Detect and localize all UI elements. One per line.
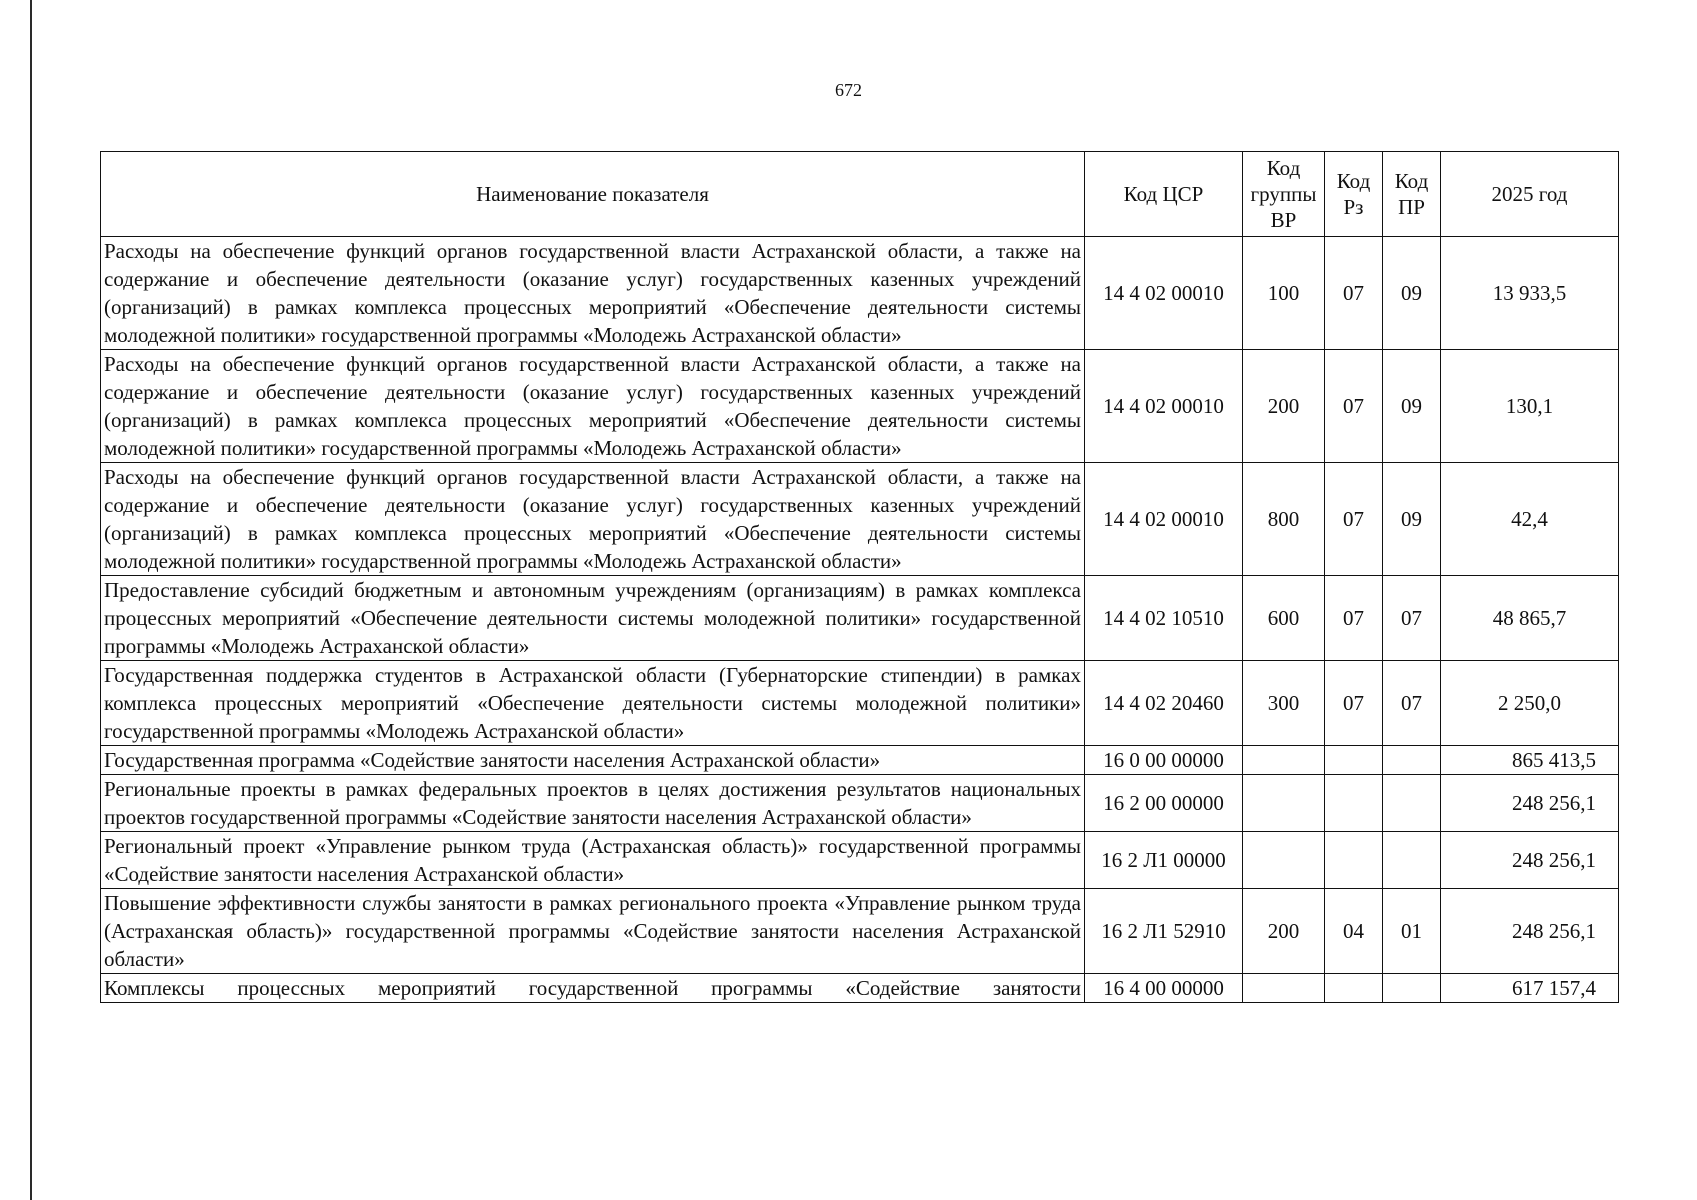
header-year: 2025 год [1441, 152, 1619, 237]
row-csr: 16 4 00 00000 [1085, 974, 1243, 1003]
row-amount: 42,4 [1441, 463, 1619, 576]
row-csr: 14 4 02 10510 [1085, 576, 1243, 661]
row-name: Региональные проекты в рамках федеральных проектов в целях достижения результатов национальных проектов государственной программы «Содействие занятости населения Астраханской области» [101, 775, 1085, 832]
table-row [101, 237, 1619, 350]
header-vr: Код группы ВР [1243, 152, 1325, 237]
header-name: Наименование показателя [101, 152, 1085, 237]
header-pr: Код ПР [1383, 152, 1441, 237]
row-vr: 100 [1243, 237, 1325, 350]
page-number: 672 [835, 80, 862, 100]
table-row [101, 350, 1619, 463]
row-name: Комплексы процессных мероприятий государственной программы «Содействие занятости [101, 974, 1085, 1003]
row-name: Расходы на обеспечение функций органов государственной власти Астраханской области, а также на содержание и обеспечение деятельности (оказание услуг) государственных казенных учреждений (организаций) в рамках комплекса процессных мероприятий «Обеспечение деятельности системы молодежной политики» государственной программы «Молодежь Астраханской области» [101, 463, 1085, 576]
row-rz: 07 [1325, 661, 1383, 746]
row-rz [1325, 746, 1383, 775]
row-vr: 300 [1243, 661, 1325, 746]
row-rz: 07 [1325, 463, 1383, 576]
row-amount: 617 157,4 [1441, 974, 1619, 1003]
row-csr: 14 4 02 20460 [1085, 661, 1243, 746]
row-amount: 248 256,1 [1441, 832, 1619, 889]
row-name: Государственная поддержка студентов в Астраханской области (Губернаторские стипендии) в рамках комплекса процессных мероприятий «Обеспечение деятельности системы молодежной политики» государственной программы «Молодежь Астраханской области» [101, 661, 1085, 746]
row-rz: 07 [1325, 576, 1383, 661]
table-row [101, 463, 1619, 576]
row-pr [1383, 974, 1441, 1003]
row-vr: 600 [1243, 576, 1325, 661]
row-pr [1383, 775, 1441, 832]
row-name: Расходы на обеспечение функций органов государственной власти Астраханской области, а также на содержание и обеспечение деятельности (оказание услуг) государственных казенных учреждений (организаций) в рамках комплекса процессных мероприятий «Обеспечение деятельности системы молодежной политики» государственной программы «Молодежь Астраханской области» [101, 350, 1085, 463]
table-row [101, 889, 1619, 974]
row-pr [1383, 746, 1441, 775]
row-name: Региональный проект «Управление рынком труда (Астраханская область)» государственной программы «Содействие занятости населения Астраханской области» [101, 832, 1085, 889]
row-amount: 248 256,1 [1441, 889, 1619, 974]
row-name: Государственная программа «Содействие занятости населения Астраханской области» [101, 746, 1085, 775]
page-margin-line [30, 0, 32, 1200]
table-row [101, 974, 1619, 1003]
table-row [101, 832, 1619, 889]
row-vr [1243, 974, 1325, 1003]
table-row [101, 775, 1619, 832]
row-amount: 130,1 [1441, 350, 1619, 463]
row-pr: 07 [1383, 576, 1441, 661]
row-rz: 07 [1325, 350, 1383, 463]
table-row [101, 746, 1619, 775]
row-amount: 865 413,5 [1441, 746, 1619, 775]
row-vr [1243, 775, 1325, 832]
row-pr [1383, 832, 1441, 889]
table-row [101, 661, 1619, 746]
row-csr: 16 2 00 00000 [1085, 775, 1243, 832]
row-csr: 14 4 02 00010 [1085, 237, 1243, 350]
table-row [101, 576, 1619, 661]
row-amount: 248 256,1 [1441, 775, 1619, 832]
row-name: Повышение эффективности службы занятости в рамках регионального проекта «Управление рынком труда (Астраханская область)» государственной программы «Содействие занятости населения Астраханской области» [101, 889, 1085, 974]
header-rz: Код Рз [1325, 152, 1383, 237]
row-csr: 16 2 Л1 00000 [1085, 832, 1243, 889]
row-vr: 200 [1243, 350, 1325, 463]
row-rz: 04 [1325, 889, 1383, 974]
row-csr: 14 4 02 00010 [1085, 350, 1243, 463]
row-rz [1325, 775, 1383, 832]
row-vr: 200 [1243, 889, 1325, 974]
row-pr: 09 [1383, 237, 1441, 350]
row-pr: 01 [1383, 889, 1441, 974]
row-vr [1243, 832, 1325, 889]
row-vr: 800 [1243, 463, 1325, 576]
row-amount: 48 865,7 [1441, 576, 1619, 661]
row-pr: 09 [1383, 350, 1441, 463]
budget-table [100, 151, 1619, 1003]
header-csr: Код ЦСР [1085, 152, 1243, 237]
row-csr: 14 4 02 00010 [1085, 463, 1243, 576]
row-csr: 16 0 00 00000 [1085, 746, 1243, 775]
row-name: Предоставление субсидий бюджетным и автономным учреждениям (организациям) в рамках комплекса процессных мероприятий «Обеспечение деятельности системы молодежной политики» государственной программы «Молодежь Астраханской области» [101, 576, 1085, 661]
row-amount: 2 250,0 [1441, 661, 1619, 746]
row-rz [1325, 974, 1383, 1003]
row-pr: 09 [1383, 463, 1441, 576]
row-amount: 13 933,5 [1441, 237, 1619, 350]
table-header-row [101, 152, 1619, 237]
row-vr [1243, 746, 1325, 775]
row-pr: 07 [1383, 661, 1441, 746]
row-name: Расходы на обеспечение функций органов государственной власти Астраханской области, а также на содержание и обеспечение деятельности (оказание услуг) государственных казенных учреждений (организаций) в рамках комплекса процессных мероприятий «Обеспечение деятельности системы молодежной политики» государственной программы «Молодежь Астраханской области» [101, 237, 1085, 350]
row-csr: 16 2 Л1 52910 [1085, 889, 1243, 974]
row-rz [1325, 832, 1383, 889]
row-rz: 07 [1325, 237, 1383, 350]
